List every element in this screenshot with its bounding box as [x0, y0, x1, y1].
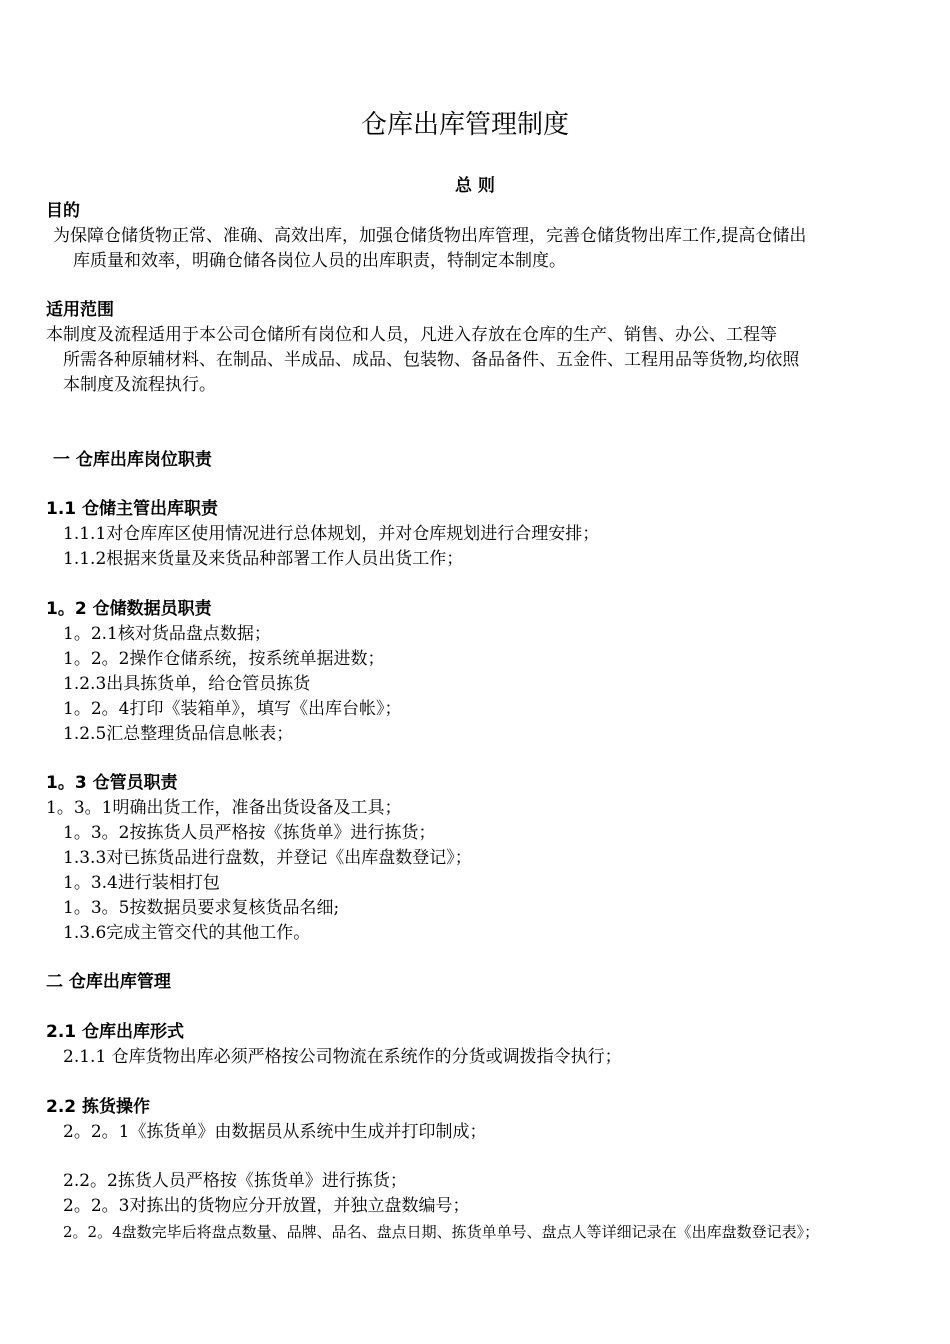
list-item: 1。3。1明确出货工作，准备出货设备及工具；: [46, 798, 402, 818]
list-item: 1。3。5按数据员要求复核货品名细;: [63, 898, 340, 918]
list-item: 1.1.2根据来货量及来货品种部署工作人员出货工作；: [63, 549, 464, 569]
section1-heading: 一 仓库出库岗位职责: [53, 450, 212, 470]
section2-heading: 二 仓库出库管理: [46, 972, 171, 992]
purpose-line-1: 为保障仓储货物正常、准确、高效出库，加强仓储货物出库管理，完善仓储货物出库工作,提高仓储出: [53, 226, 807, 246]
section2-2-heading: 2.2 拣货操作: [46, 1097, 151, 1117]
purpose-heading: 目的: [46, 201, 80, 221]
section1-2-heading: 1。2 仓储数据员职责: [46, 599, 212, 619]
list-item: 2。2。3对拣出的货物应分开放置，并独立盘数编号；: [63, 1196, 470, 1216]
section2-1-heading: 2.1 仓库出库形式: [46, 1022, 185, 1042]
section1-3-heading: 1。3 仓管员职责: [46, 773, 178, 793]
list-item: 1.2.3出具拣货单，给仓管员拣货: [63, 674, 311, 694]
scope-line-1: 本制度及流程适用于本公司仓储所有岗位和人员，凡进入存放在仓库的生产、销售、办公、工程等: [46, 325, 777, 345]
document-title: 仓库出库管理制度: [361, 110, 570, 140]
general-heading: 总 则: [455, 176, 495, 196]
scope-heading: 适用范围: [46, 300, 114, 320]
list-item: 2。2。4盘数完毕后将盘点数量、品牌、品名、盘点日期、拣货单单号、盘点人等详细记录在《出库盘数登记表》；: [63, 1223, 820, 1241]
list-item: 2.1.1 仓库货物出库必须严格按公司物流在系统作的分货或调拨指令执行；: [63, 1047, 622, 1067]
scope-line-3: 本制度及流程执行。: [63, 375, 216, 395]
list-item: 1.2.5汇总整理货品信息帐表；: [63, 724, 294, 744]
purpose-line-2: 库质量和效率，明确仓储各岗位人员的出库职责，特制定本制度。: [73, 251, 566, 271]
list-item: 1。3.4进行装相打包: [63, 873, 220, 893]
list-item: 2。2。1《拣货单》由数据员从系统中生成并打印制成；: [63, 1122, 487, 1142]
list-item: 1.3.6完成主管交代的其他工作。: [63, 923, 311, 943]
list-item: 2.2。2拣货人员严格按《拣货单》进行拣货；: [63, 1171, 407, 1191]
list-item: 1。2。2操作仓储系统，按系统单据进数；: [63, 649, 385, 669]
list-item: 1.3.3对已拣货品进行盘数，并登记《出库盘数登记》；: [63, 848, 472, 868]
list-item: 1。2。4打印《装箱单》，填写《出库台帐》；: [63, 699, 402, 719]
list-item: 1.1.1对仓库库区使用情况进行总体规划，并对仓库规划进行合理安排；: [63, 524, 600, 544]
section1-1-heading: 1.1 仓储主管出库职责: [46, 499, 219, 519]
list-item: 1。2.1核对货品盘点数据；: [63, 624, 271, 644]
scope-line-2: 所需各种原辅材料、在制品、半成品、成品、包装物、备品备件、五金件、工程用品等货物,均依照: [63, 350, 800, 370]
list-item: 1。3。2按拣货人员严格按《拣货单》进行拣货；: [63, 823, 436, 843]
